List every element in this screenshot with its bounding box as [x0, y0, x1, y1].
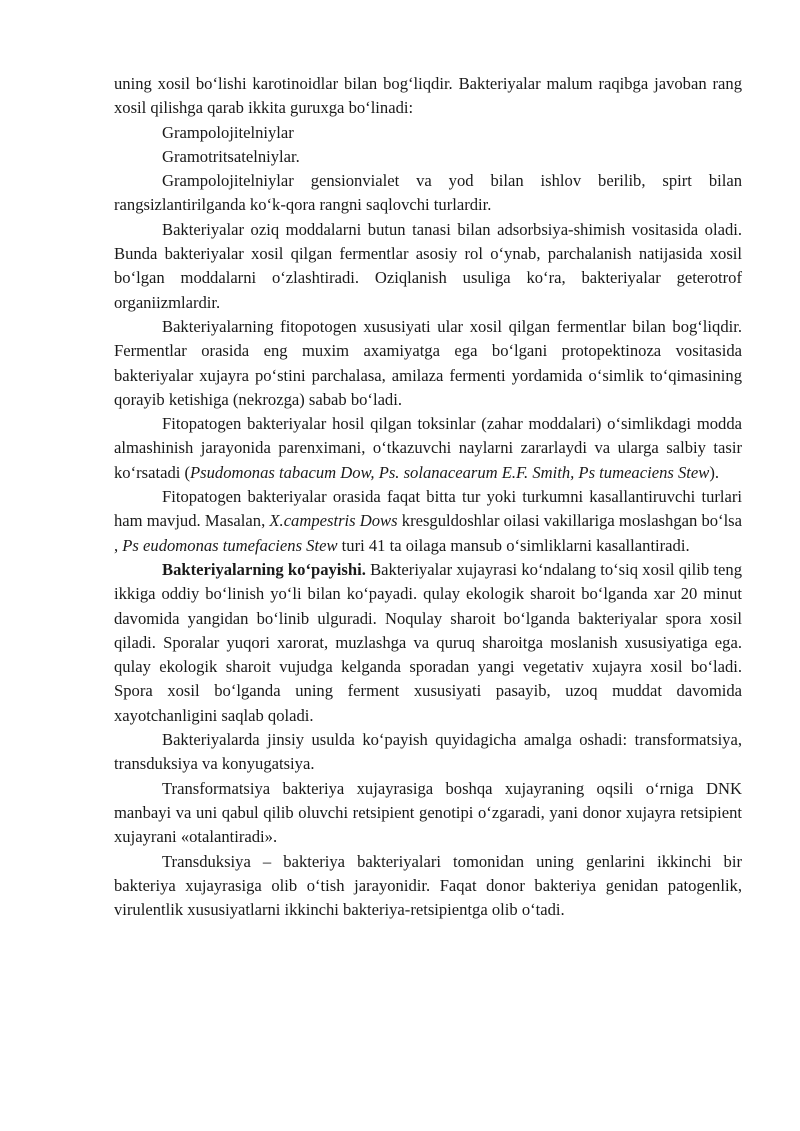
species-xcampestris-italic: X.campestris Dows	[269, 511, 398, 531]
host-text-a: Fitopatogen bakteriyalar orasida faqat bitta tur yoki turkumni kasallantiruvchi turlari ham mavjud. Masalan,	[114, 487, 742, 531]
paragraph-phytopathogenic-properties: Bakteriyalarning fitopotogen xususiyati ular xosil qilgan fermentlar bilan bogʻliqdir. Fermentlar orasida eng muxim axamiyatga ega boʻlgani protopektinoza vositasida bakteriyalar xujayra poʻstini parchalasa, amilaza fermenti yordamida oʻsimlik toʻqimasining qorayib ketishiga (nekrozga) sabab boʻladi.	[114, 316, 742, 409]
paragraph-transduction: Transduksiya – bakteriya bakteriyalari tomonidan uning genlarini ikkinchi bir bakteriya xujayrasiga olib oʻtish jarayonidir. Faqat donor bakteriya genidan patogenlik, virulentlik xususiyatlarni ikkinchi bakteriya-retsipientga olib oʻtadi.	[114, 851, 742, 920]
document-page	[114, 72, 742, 922]
paragraph-transformation: Transformatsiya bakteriya xujayrasiga boshqa xujayraning oqsili oʻrniga DNK manbayi va uni qabul qilib oluvchi retsipient genotipi oʻzgaradi, yani donor xujayra retsipient xujayrani «otalantiradi».	[114, 778, 742, 847]
paragraph-host-specificity	[114, 485, 742, 558]
toxins-text-b: ).	[709, 462, 720, 482]
reproduction-text: Bakteriyalar xujayrasi koʻndalang toʻsiq xosil qilib teng ikkiga oddiy boʻlinish yoʻli bilan koʻpayadi. qulay ekologik sharoit boʻlganda xar 20 minut davomida yangidan boʻlinib ulguradi. Noqulay sharoit boʻlganda bakteriyalar spora xosil qiladi. Sporalar yuqori xarorat, muzlashga va quruq sharoitga moslanish xususiyatiga ega. qulay ekologik sharoit vujudga kelganda sporadan yangi vegetativ xujayra xosil boʻladi. Spora xosil boʻlganda uning ferment xususiyati pasayib, uzoq muddat davomida xayotchanligini saqlab qoladi.	[114, 559, 742, 725]
species-names-italic: Psudomonas tabacum Dow, Ps. solanacearum E.F. Smith, Ps tumeaciens Stew	[190, 462, 710, 482]
host-text-c: turi 41 ta oilaga mansub oʻsimliklarni kasallantiradi.	[337, 535, 690, 555]
paragraph-nutrition: Bakteriyalar oziq moddalarni butun tanasi bilan adsorbsiya-shimish vositasida oladi. Bunda bakteriyalar xosil qilgan fermentlar asosiy rol oʻynab, parchalanish natijasida xosil boʻlgan moddalarni oʻzlashtiradi. Oziqlanish usuliga koʻra, bakteriyalar geterotrof organiizmlardir.	[114, 219, 742, 312]
list-item-grampositive: Grampolojitelniylar	[162, 122, 294, 142]
paragraph-grampositive-definition: Grampolojitelniylar gensionvialet va yod bilan ishlov berilib, spirt bilan rangsizlantirilganda koʻk-qora rangni saqlovchi turlardir.	[114, 171, 742, 215]
paragraph-continuation: uning xosil boʻlishi karotinoidlar bilan bogʻliqdir. Bakteriyalar malum raqibga javoban rang xosil qilishga qarab ikkita guruxga boʻlinadi:	[114, 74, 742, 118]
paragraph-toxins	[114, 412, 742, 485]
toxins-text-a: Fitopatogen bakteriyalar hosil qilgan toksinlar (zahar moddalari) oʻsimlikdagi modda almashinish jarayonida parenximani, oʻtkazuvchi naylarni zararlaydi va ularga salbiy tasir koʻrsatadi (	[114, 414, 742, 482]
host-text-b: kresguldoshlar oilasi vakillariga moslashgan boʻlsa ,	[114, 511, 743, 555]
species-pseudomonas-italic: Ps eudomonas tumefaciens Stew	[122, 535, 338, 555]
section-heading-reproduction: Bakteriyalarning koʻpayishi.	[162, 559, 366, 579]
list-item-gramnegative: Gramotritsatelniylar.	[162, 146, 300, 166]
paragraph-reproduction	[114, 558, 742, 728]
paragraph-sexual-reproduction: Bakteriyalarda jinsiy usulda koʻpayish quyidagicha amalga oshadi: transformatsiya, transduksiya va konyugatsiya.	[114, 730, 742, 774]
